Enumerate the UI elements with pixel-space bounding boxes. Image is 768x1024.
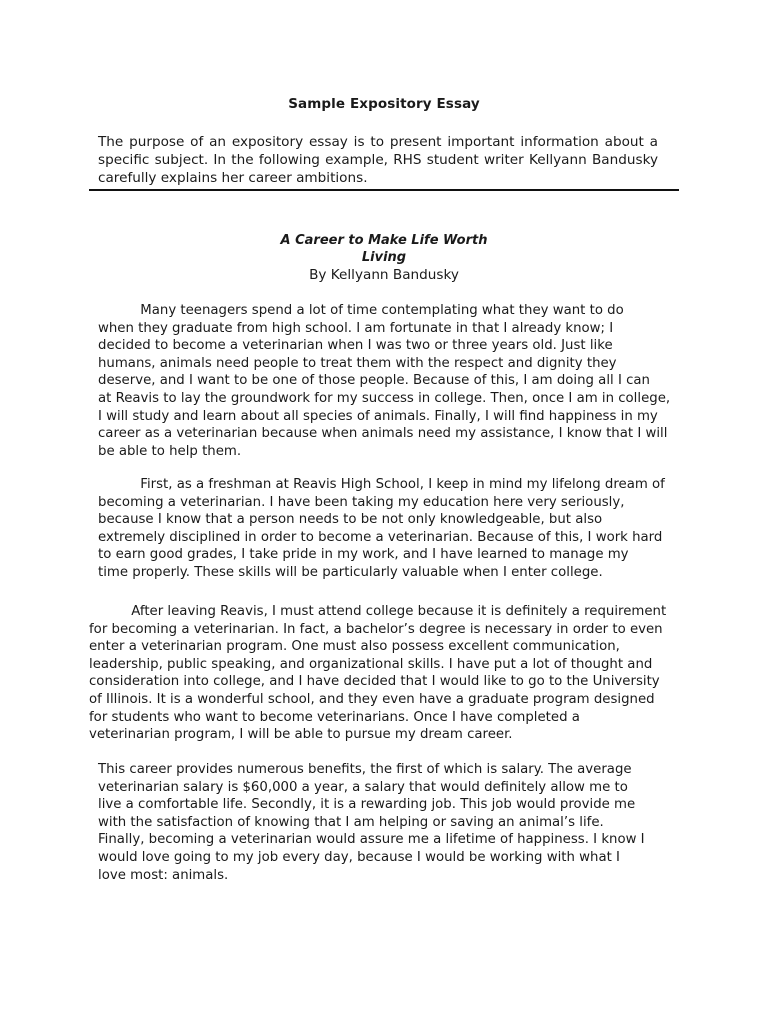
essay-byline: By Kellyann Bandusky	[309, 267, 459, 283]
paragraph-line: for becoming a veterinarian. In fact, a bachelor’s degree is necessary in order to even	[89, 621, 663, 637]
paragraph-line: humans, animals need people to treat them with the respect and dignity they	[98, 355, 617, 371]
paragraph-line: live a comfortable life. Secondly, it is a rewarding job. This job would provide me	[98, 797, 636, 813]
paragraph-line: love most: animals.	[98, 867, 229, 883]
paragraph-line: This career provides numerous benefits, the first of which is salary. The average	[98, 762, 632, 777]
paragraph-line: I will study and learn about all species of animals. Finally, I will find happiness in my	[98, 408, 658, 424]
essay-title-line-2: Living	[361, 250, 407, 265]
paragraph-line: veterinarian salary is $60,000 a year, a salary that would definitely allow me to	[98, 779, 628, 795]
paragraph-line: because I know that a person needs to be not only knowledgeable, but also	[98, 512, 603, 528]
paragraph-line: time properly. These skills will be particularly valuable when I enter college.	[98, 564, 603, 580]
intro-paragraph: The purpose of an expository essay is to present important information about a specific subject. In the following example, RHS student writer Kellyann Bandusky carefully explains her career ambitions.	[98, 134, 658, 186]
paragraph-line: career as a veterinarian because when animals need my assistance, I know that I will	[98, 426, 668, 442]
essay-title-line-1: A Career to Make Life Worth	[280, 233, 488, 248]
essay-paragraph-1	[98, 302, 670, 460]
paragraph-line: consideration into college, and I have decided that I would like to go to the University	[89, 674, 660, 690]
paragraph-line: veterinarian program, I will be able to pursue my dream career.	[89, 727, 513, 743]
essay-paragraph-4	[98, 761, 645, 884]
paragraph-line: Many teenagers spend a lot of time contemplating what they want to do	[98, 303, 624, 318]
paragraph-line: for students who want to become veterinarians. Once I have completed a	[89, 709, 580, 725]
paragraph-line: be able to help them.	[98, 443, 242, 459]
paragraph-line: to earn good grades, I take pride in my work, and I have learned to manage my	[98, 547, 629, 563]
paragraph-line: of Illinois. It is a wonderful school, and they even have a graduate program designed	[89, 691, 655, 707]
paragraph-line: extremely disciplined in order to become a veterinarian. Because of this, I work hard	[98, 529, 663, 545]
paragraph-line: enter a veterinarian program. One must also possess excellent communication,	[89, 639, 620, 655]
paragraph-line: decided to become a veterinarian when I was two or three years old. Just like	[98, 338, 613, 354]
paragraph-line: with the satisfaction of knowing that I am helping or saving an animal’s life.	[98, 814, 604, 830]
section-divider	[89, 189, 679, 191]
paragraph-line: Finally, becoming a veterinarian would assure me a lifetime of happiness. I know I	[98, 832, 645, 848]
essay-title	[0, 232, 768, 266]
page-title: Sample Expository Essay	[288, 96, 480, 112]
essay-paragraph-2	[98, 476, 665, 582]
paragraph-line: First, as a freshman at Reavis High School, I keep in mind my lifelong dream of	[98, 477, 665, 492]
paragraph-line: would love going to my job every day, because I would be working with what I	[98, 849, 620, 865]
paragraph-line: After leaving Reavis, I must attend college because it is definitely a requirement	[89, 604, 667, 619]
paragraph-line: at Reavis to lay the groundwork for my success in college. Then, once I am in college,	[98, 390, 671, 406]
essay-paragraph-3	[89, 603, 666, 744]
paragraph-line: deserve, and I want to be one of those people. Because of this, I am doing all I can	[98, 373, 650, 389]
paragraph-line: leadership, public speaking, and organizational skills. I have put a lot of thought and	[89, 656, 653, 672]
paragraph-line: when they graduate from high school. I am fortunate in that I already know; I	[98, 320, 614, 336]
paragraph-line: becoming a veterinarian. I have been taking my education here very seriously,	[98, 494, 625, 510]
